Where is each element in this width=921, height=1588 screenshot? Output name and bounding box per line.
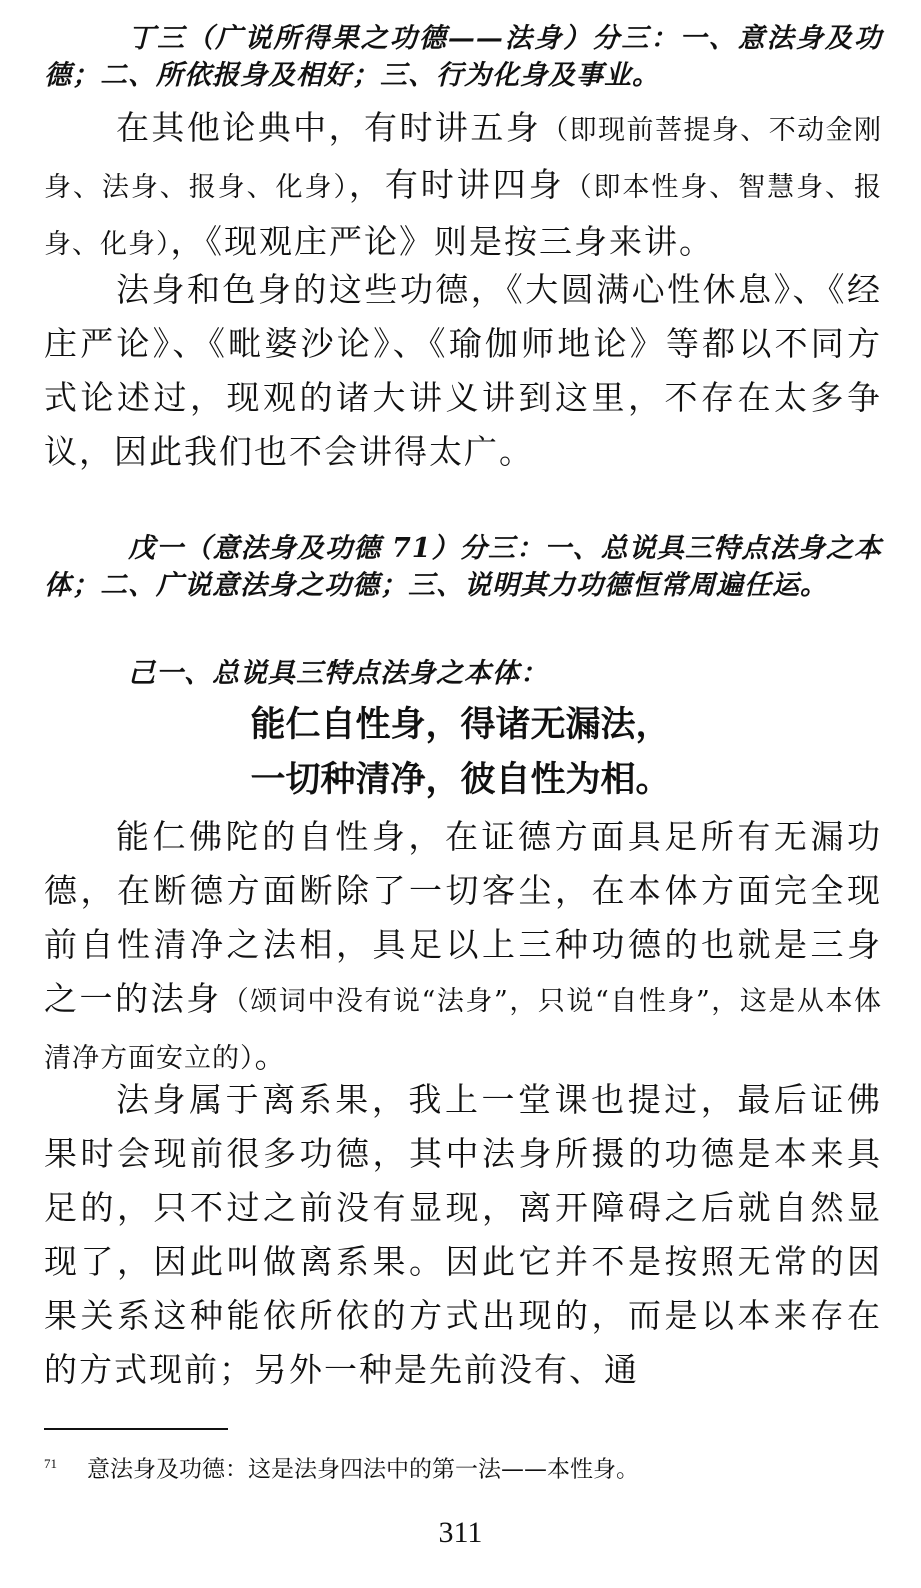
paragraph-five-bodies xyxy=(44,101,882,272)
paragraph-separation-result: 法身属于离系果，我上一堂课也提过，最后证佛果时会现前很多功德，其中法身所摄的功德是本来具足的，只不过之前没有显现，离开障碍之后就自然显现了，因此叫做离系果。因此它并不是按照无常的因果关系这种能依所依的方式出现的，而是以本来存在的方式现前；另外一种是先前没有、通 xyxy=(44,1080,882,1389)
verse-line-1: 能仁自性身，得诸无漏法， xyxy=(250,705,671,745)
paragraph-svabhavikakaya xyxy=(44,810,882,1086)
inline-note-verse: （颂词中没有说“法身”，只说“自性身”，这是从本体清净方面安立的） xyxy=(44,986,883,1074)
section-heading-wu1: 戊一（意法身及功德 71）分三：一、总说具三特点法身之本体；二、广说意法身之功德；三、说明其力功德恒常周遍任运。 xyxy=(44,533,882,601)
verse-line-2: 一切种清净，彼自性为相。 xyxy=(250,760,671,800)
inline-note-five-bodies: （即现前菩提身、不动金刚身、法身、报身、化身） xyxy=(44,115,883,203)
paragraph-text: ，《现观庄严论》则是按三身来讲。 xyxy=(170,222,714,261)
section-heading-ding3: 丁三（广说所得果之功德——法身）分三：一、意法身及功德；二、所依报身及相好；三、行为化身及事业。 xyxy=(44,23,882,91)
page-number: 311 xyxy=(438,1516,483,1549)
inline-note-four-bodies: （即本性身、智慧身、报身、化身） xyxy=(44,172,883,260)
paragraph-text: 在其他论典中，有时讲五身 xyxy=(116,108,542,147)
footnote-number: 71 xyxy=(44,1456,57,1471)
footnote-divider xyxy=(44,1428,228,1430)
footnote xyxy=(44,1446,882,1488)
section-heading-ji1: 己一、总说具三特点法身之本体： xyxy=(128,658,548,689)
paragraph-text: 。 xyxy=(254,1036,290,1075)
footnote-text: 意法身及功德：这是法身四法中的第一法——本性身。 xyxy=(87,1456,639,1483)
paragraph-text: 能仁佛陀的自性身，在证德方面具足所有无漏功德，在断德方面断除了一切客尘，在本体方面完全现前自性清净之法相，具足以上三种功德的也就是三身之一的法身 xyxy=(44,817,882,1018)
paragraph-dharmakaya-qualities: 法身和色身的这些功德，《大圆满心性休息》、《经庄严论》、《毗婆沙论》、《瑜伽师地论》等都以不同方式论述过，现观的诸大讲义讲到这里，不存在太多争议，因此我们也不会讲得太广。 xyxy=(44,270,882,471)
paragraph-text: ，有时讲四身 xyxy=(348,165,565,204)
